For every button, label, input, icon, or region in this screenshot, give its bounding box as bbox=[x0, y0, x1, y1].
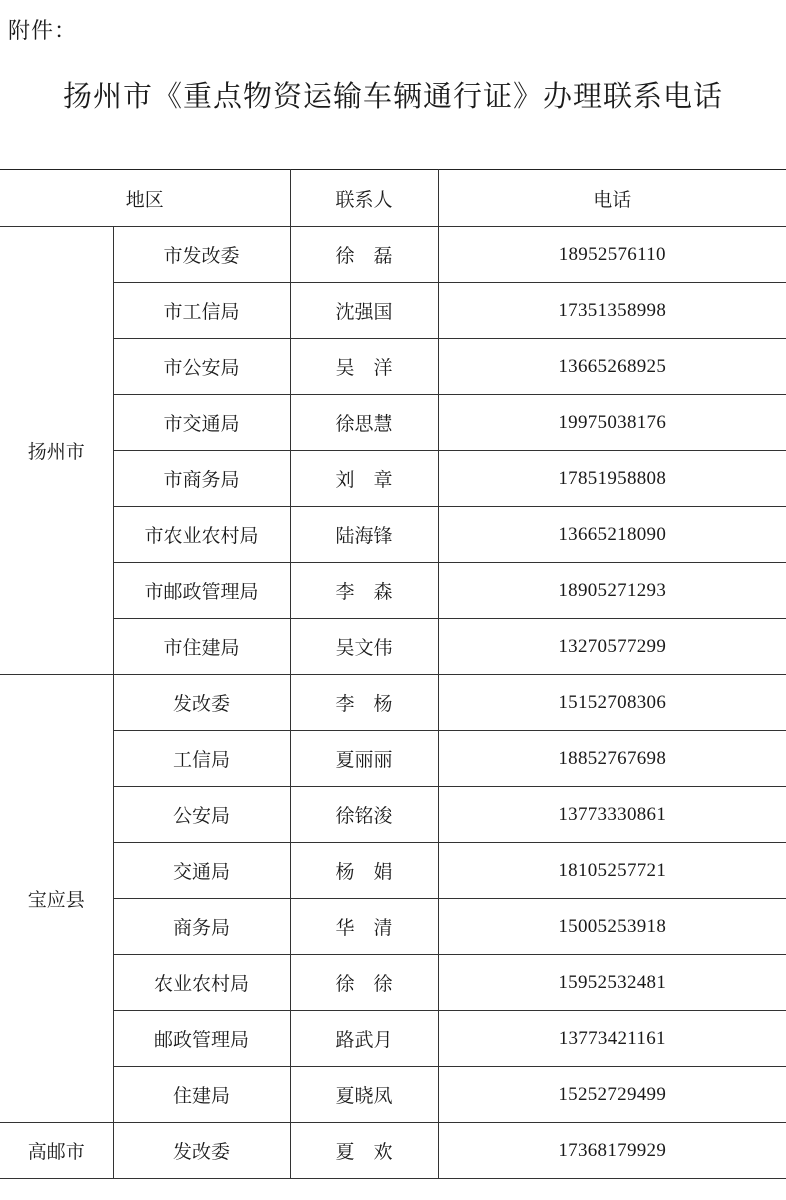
table-row bbox=[0, 227, 786, 283]
phone-cell: 15952532481 bbox=[438, 955, 786, 1011]
table-row bbox=[0, 395, 786, 451]
department-cell: 市商务局 bbox=[113, 451, 290, 507]
table-row bbox=[0, 1067, 786, 1123]
department-cell: 市工信局 bbox=[113, 283, 290, 339]
attachment-label: 附件： bbox=[8, 19, 78, 44]
table-row bbox=[0, 339, 786, 395]
table-row bbox=[0, 619, 786, 675]
phone-cell: 17351358998 bbox=[438, 283, 786, 339]
phone-cell: 17851958808 bbox=[438, 451, 786, 507]
phone-cell: 18105257721 bbox=[438, 843, 786, 899]
department-cell: 市发改委 bbox=[113, 227, 290, 283]
department-cell: 公安局 bbox=[113, 787, 290, 843]
contact-person-cell: 夏 欢 bbox=[290, 1123, 438, 1179]
contact-person-cell: 陆海锋 bbox=[290, 507, 438, 563]
contact-person-cell: 杨 娟 bbox=[290, 843, 438, 899]
table-row bbox=[0, 899, 786, 955]
phone-cell: 13665268925 bbox=[438, 339, 786, 395]
phone-cell: 13773421161 bbox=[438, 1011, 786, 1067]
table-row bbox=[0, 787, 786, 843]
table-row bbox=[0, 1123, 786, 1179]
table-row bbox=[0, 507, 786, 563]
department-cell: 市交通局 bbox=[113, 395, 290, 451]
contact-person-cell: 夏丽丽 bbox=[290, 731, 438, 787]
table-row bbox=[0, 563, 786, 619]
document-title: 扬州市《重点物资运输车辆通行证》办理联系电话 bbox=[62, 79, 723, 113]
department-cell: 发改委 bbox=[113, 1123, 290, 1179]
phone-cell: 15005253918 bbox=[438, 899, 786, 955]
contact-person-cell: 刘 章 bbox=[290, 451, 438, 507]
header-region: 地区 bbox=[0, 170, 290, 227]
contact-person-cell: 徐铭浚 bbox=[290, 787, 438, 843]
table-row bbox=[0, 451, 786, 507]
phone-cell: 13665218090 bbox=[438, 507, 786, 563]
contact-person-cell: 路武月 bbox=[290, 1011, 438, 1067]
table-header-row bbox=[0, 170, 786, 227]
contact-person-cell: 吴文伟 bbox=[290, 619, 438, 675]
department-cell: 市住建局 bbox=[113, 619, 290, 675]
phone-cell: 13270577299 bbox=[438, 619, 786, 675]
contact-person-cell: 徐 徐 bbox=[290, 955, 438, 1011]
department-cell: 邮政管理局 bbox=[113, 1011, 290, 1067]
phone-cell: 18852767698 bbox=[438, 731, 786, 787]
region-cell: 扬州市 bbox=[0, 227, 113, 675]
department-cell: 市邮政管理局 bbox=[113, 563, 290, 619]
department-cell: 市公安局 bbox=[113, 339, 290, 395]
department-cell: 交通局 bbox=[113, 843, 290, 899]
header-phone: 电话 bbox=[438, 170, 786, 227]
phone-cell: 15152708306 bbox=[438, 675, 786, 731]
header-person: 联系人 bbox=[290, 170, 438, 227]
department-cell: 发改委 bbox=[113, 675, 290, 731]
phone-cell: 15252729499 bbox=[438, 1067, 786, 1123]
region-cell: 宝应县 bbox=[0, 675, 113, 1123]
phone-cell: 19975038176 bbox=[438, 395, 786, 451]
contact-person-cell: 华 清 bbox=[290, 899, 438, 955]
region-cell: 高邮市 bbox=[0, 1123, 113, 1179]
contact-person-cell: 李 森 bbox=[290, 563, 438, 619]
contact-person-cell: 夏晓凤 bbox=[290, 1067, 438, 1123]
phone-cell: 17368179929 bbox=[438, 1123, 786, 1179]
table-body bbox=[0, 227, 786, 1179]
table-row bbox=[0, 955, 786, 1011]
table-row bbox=[0, 843, 786, 899]
department-cell: 住建局 bbox=[113, 1067, 290, 1123]
table-row bbox=[0, 731, 786, 787]
contact-person-cell: 徐 磊 bbox=[290, 227, 438, 283]
contact-person-cell: 李 杨 bbox=[290, 675, 438, 731]
department-cell: 农业农村局 bbox=[113, 955, 290, 1011]
department-cell: 商务局 bbox=[113, 899, 290, 955]
table-row bbox=[0, 1011, 786, 1067]
department-cell: 市农业农村局 bbox=[113, 507, 290, 563]
contact-person-cell: 徐思慧 bbox=[290, 395, 438, 451]
table-row bbox=[0, 283, 786, 339]
table-row bbox=[0, 675, 786, 731]
contact-person-cell: 吴 洋 bbox=[290, 339, 438, 395]
department-cell: 工信局 bbox=[113, 731, 290, 787]
phone-cell: 18905271293 bbox=[438, 563, 786, 619]
phone-cell: 18952576110 bbox=[438, 227, 786, 283]
contact-person-cell: 沈强国 bbox=[290, 283, 438, 339]
phone-cell: 13773330861 bbox=[438, 787, 786, 843]
contacts-table bbox=[0, 169, 786, 1179]
